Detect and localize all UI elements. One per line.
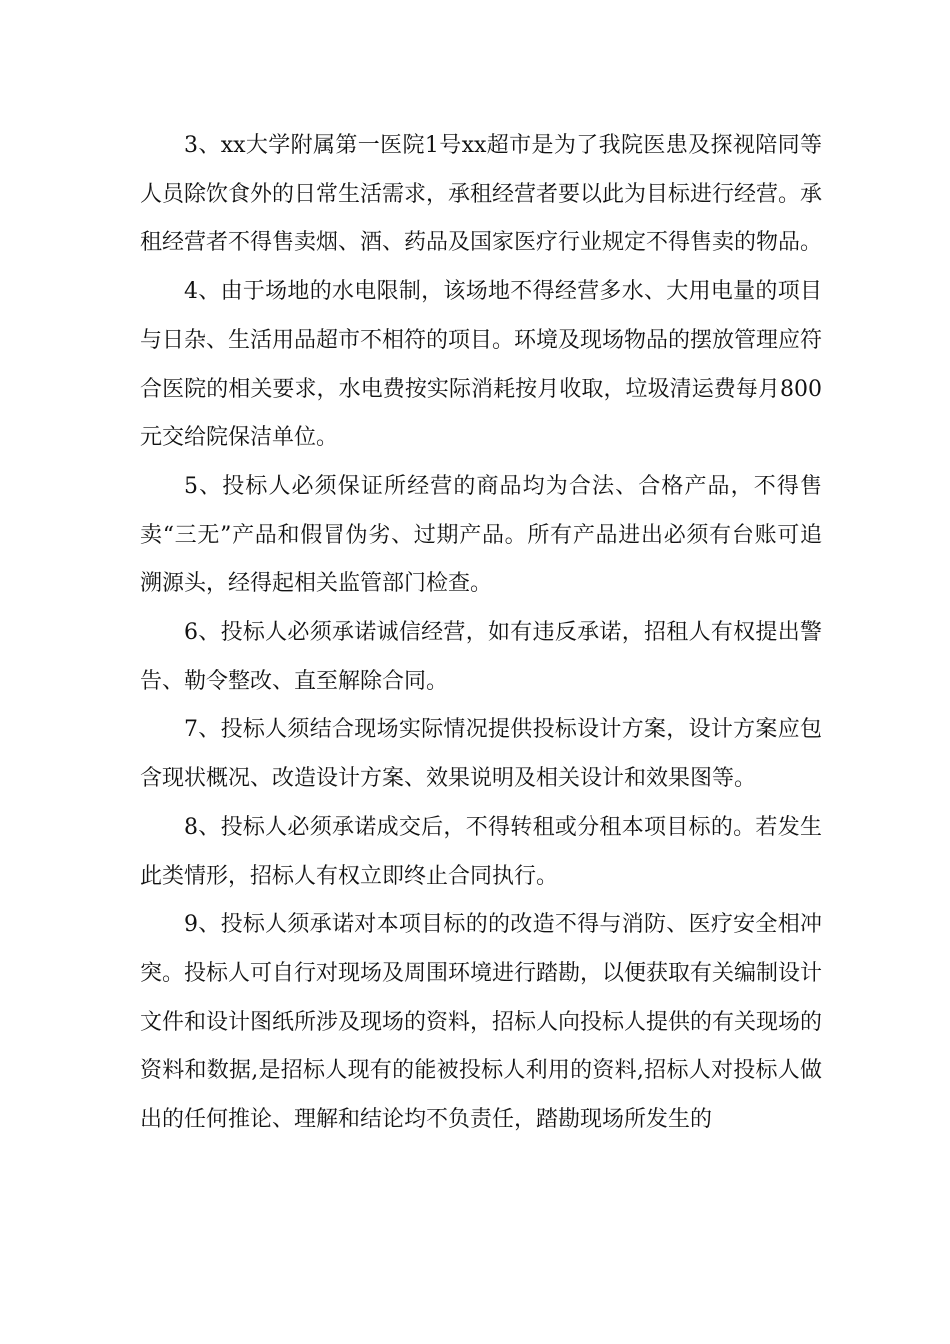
paragraph-4: 4、由于场地的水电限制，该场地不得经营多水、大用电量的项目与日杂、生活用品超市不相符的项目。环境及现场物品的摆放管理应符合医院的相关要求，水电费按实际消耗按月收取，垃圾清运费每月800元交给院保洁单位。 bbox=[140, 279, 823, 451]
paragraph-3: 3、xx大学附属第一医院1号xx超市是为了我院医患及探视陪同等人员除饮食外的日常生活需求，承租经营者要以此为目标进行经营。承租经营者不得售卖烟、酒、药品及国家医疗行业规定不得售卖的物品。 bbox=[140, 133, 823, 256]
paragraph-7: 7、投标人须结合现场实际情况提供投标设计方案，设计方案应包含现状概况、改造设计方案、效果说明及相关设计和效果图等。 bbox=[140, 717, 822, 792]
paragraph-5: 5、投标人必须保证所经营的商品均为合法、合格产品，不得售卖“三无”产品和假冒伪劣、过期产品。所有产品进出必须有台账可追溯源头，经得起相关监管部门检查。 bbox=[140, 473, 822, 597]
paragraph-9: 9、投标人须承诺对本项目标的的改造不得与消防、医疗安全相冲突。投标人可自行对现场及周围环境进行踏勘，以便获取有关编制设计文件和设计图纸所涉及现场的资料，招标人向投标人提供的有关现场的资料和数据,是招标人现有的能被投标人利用的资料,招标人对投标人做出的任何推论、理解和结论均不负责任，踏勘现场所发生的 bbox=[140, 912, 823, 1133]
paragraph-6: 6、投标人必须承诺诚信经营，如有违反承诺，招租人有权提出警告、勒令整改、直至解除合同。 bbox=[140, 620, 822, 694]
paragraph-8: 8、投标人必须承诺成交后，不得转租或分租本项目标的。若发生此类情形，招标人有权立即终止合同执行。 bbox=[140, 814, 822, 889]
document-body bbox=[140, 122, 822, 1145]
